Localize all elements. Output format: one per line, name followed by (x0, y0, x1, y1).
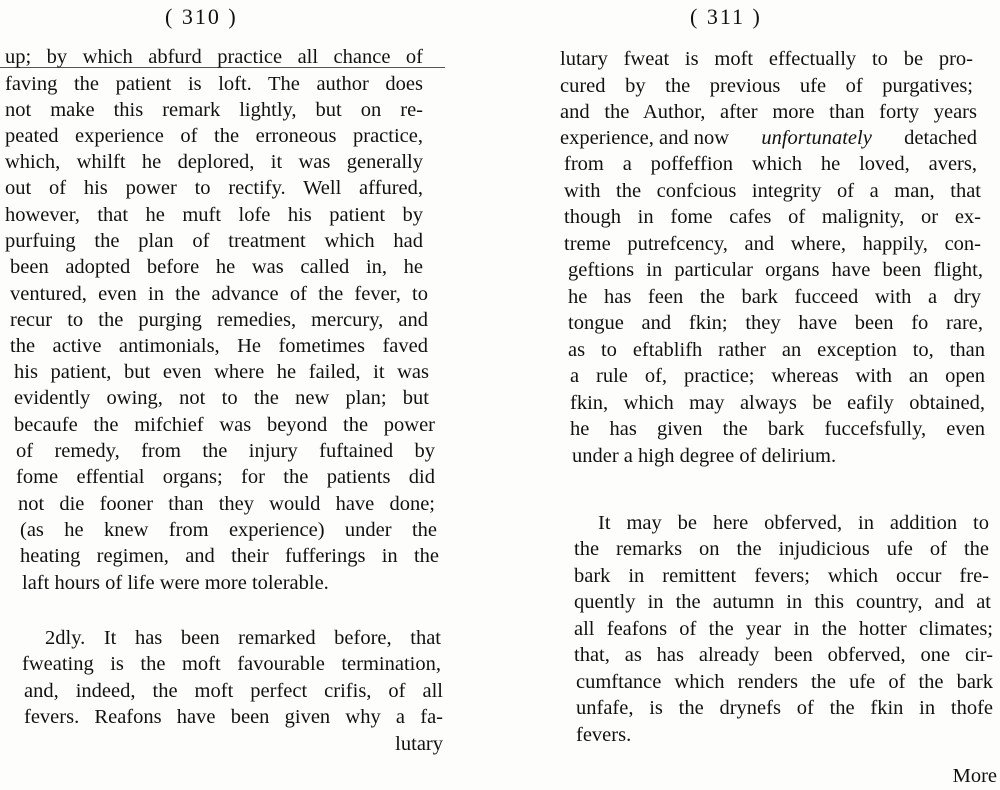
text-line: cumftance which renders the ufe of the bark (576, 671, 993, 693)
catchword-right: More (952, 765, 997, 787)
text-line: from a poffeffion which he loved, avers, (564, 153, 977, 175)
text-line: been adopted before he was called in, he (10, 256, 423, 278)
text-line: peated experience of the erroneous practice, (5, 125, 423, 147)
text-span: detached (904, 127, 977, 149)
text-line: fevers. (576, 724, 632, 746)
text-line: though in fome cafes of malignity, or ex- (564, 206, 981, 228)
text-line: (as he knew from experience) under the (20, 519, 437, 541)
page-number-left: ( 310 ) (165, 4, 238, 29)
text-line: purfuing the plan of treatment which had (5, 230, 423, 252)
text-line: heating regimen, and their fufferings in the (20, 545, 439, 567)
text-line: with the confcious integrity of a man, that (564, 180, 981, 202)
text-line: faving the patient is loft. The author does (5, 73, 423, 95)
text-line: not make this remark lightly, but on re- (5, 99, 423, 121)
text-line: fkin, which may always be eafily obtained, (570, 392, 985, 414)
text-line: It may be here obferved, in addition to (598, 512, 989, 534)
text-line: under a high degree of delirium. (572, 445, 837, 467)
catchword-left: lutary (395, 733, 443, 755)
text-line: ventured, even in the advance of the fever, to (10, 283, 428, 305)
text-line: fweating is the moft favourable termination, (22, 653, 441, 675)
text-line: as to eftablifh rather an exception to, than (568, 339, 985, 361)
text-line: the remarks on the injudicious ufe of the (574, 538, 989, 560)
text-line: geftions in particular organs have been flight, (568, 259, 983, 281)
text-line: quently in the autumn in this country, and at (574, 591, 991, 613)
text-line: out of his power to rectify. Well affured, (5, 177, 423, 199)
text-line: treme putrefcency, and where, happily, con- (564, 233, 981, 255)
text-line: he has feen the bark fucceed with a dry (568, 286, 981, 308)
text-line: the active antimonials, He fometimes faved (10, 335, 428, 357)
text-line: a rule of, practice; whereas with an open (570, 365, 985, 387)
text-line: evidently owing, not to the new plan; but (14, 387, 429, 409)
text-line: all feafons of the year in the hotter climates; (574, 618, 993, 640)
text-line: 2dly. It has been remarked before, that (45, 627, 441, 649)
text-line: up; by which abfurd practice all chance of (5, 46, 423, 68)
text-line: unfafe, is the drynefs of the fkin in thofe (576, 697, 993, 719)
text-line (560, 125, 977, 151)
text-line: bark in remittent fevers; which occur fre- (574, 565, 989, 587)
text-line: and, indeed, the moft perfect crifis, of all (24, 680, 443, 702)
text-line: fevers. Reafons have been given why a fa- (24, 706, 443, 728)
text-line: of remedy, from the injury fuftained by (16, 440, 435, 462)
text-line: not die fooner than they would have done; (18, 493, 435, 515)
text-line: becaufe the mifchief was beyond the power (14, 414, 435, 436)
text-line: that, as has already been obferved, one cir- (574, 644, 993, 666)
text-line: which, whilft he deplored, it was generally (5, 151, 423, 173)
text-line: tongue and fkin; they have been fo rare, (568, 312, 983, 334)
text-line: lutary fweat is moft effectually to be pro- (560, 48, 973, 70)
text-line: cured by the previous ufe of purgatives; (560, 75, 973, 97)
page-number-right: ( 311 ) (690, 4, 762, 29)
emphasis-text: unfortunately (761, 127, 872, 149)
text-line: he has given the bark fuccefsfully, even (570, 418, 985, 440)
right-page (540, 0, 1000, 790)
text-line: fome effential organs; for the patients did (16, 466, 435, 488)
text-line: however, that he muft lofe his patient by (5, 204, 423, 226)
text-line: and the Author, after more than forty years (560, 101, 977, 123)
text-line: his patient, but even where he failed, it was (14, 361, 429, 383)
text-span: experience, and now (560, 127, 730, 149)
text-line: laft hours of life were more tolerable. (22, 572, 329, 594)
text-line: recur to the purging remedies, mercury, and (10, 309, 428, 331)
